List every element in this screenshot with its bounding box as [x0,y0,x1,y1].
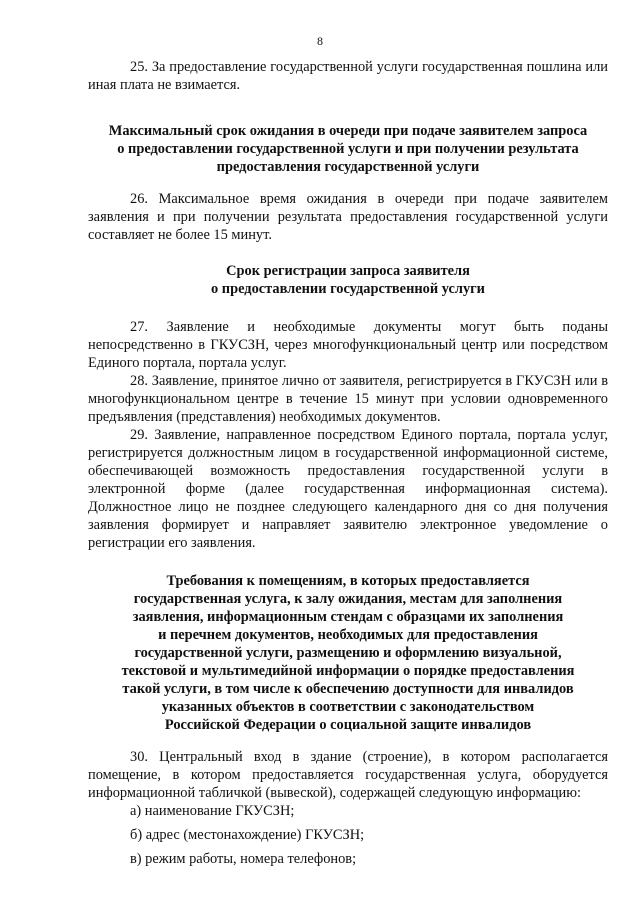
list-item: а) наименование ГКУСЗН; [130,803,295,819]
heading-line: и перечнем документов, необходимых для предоставления [158,627,538,643]
paragraph-28: 28. Заявление, принятое лично от заявителя, регистрируется в ГКУСЗН или в многофункциональном центре в течение 15 минут при условии одновременного предъявления (представления) необходимых документов. [88,373,608,425]
paragraph-30: 30. Центральный вход в здание (строение), в котором располагается помещение, в котором предоставляется государственная услуга, оборудуется информационной табличкой (вывеской), содержащей следующую информацию: [88,749,608,801]
heading-max-wait-time [88,122,608,176]
page-number: 8 [317,34,323,48]
heading-line: Требования к помещениям, в которых предоставляется [166,573,530,589]
paragraph-29: 29. Заявление, направленное посредством Единого портала, портала услуг, регистрируется должностным лицом в государственной информационной системе, обеспечивающей возможность предоставления государственной услуги в электронной форме (далее государственная информационная система). Должностное лицо не позднее следующего календарного дня со дня получения заявления формирует и направляет заявителю электронное уведомление о регистрации его заявления. [88,427,608,551]
heading-line: государственной услуги, размещению и оформлению визуальной, [134,645,562,661]
heading-line: указанных объектов в соответствии с законодательством [161,699,535,715]
heading-line: текстовой и мультимедийной информации о порядке предоставления [121,663,575,679]
list-item: б) адрес (местонахождение) ГКУСЗН; [130,827,365,843]
heading-line: такой услуги, в том числе к обеспечению доступности для инвалидов [122,681,574,697]
paragraph-26: 26. Максимальное время ожидания в очереди при подаче заявителем заявления и при получении результата предоставления государственной услуги составляет не более 15 минут. [88,191,608,243]
heading-line: заявления, информационным стендам с образцами их заполнения [132,609,564,625]
list-30 [130,802,600,868]
heading-line: предоставления государственной услуги [216,159,480,175]
heading-line: о предоставлении государственной услуги [211,281,485,297]
heading-line: Максимальный срок ожидания в очереди при подаче заявителем запроса [108,123,588,139]
paragraph-27: 27. Заявление и необходимые документы могут быть поданы непосредственно в ГКУСЗН, через многофункциональный центр или посредством Единого портала, портала услуг. [88,319,608,371]
heading-premises-requirements [88,572,608,734]
heading-registration-term [88,262,608,298]
paragraph-25: 25. За предоставление государственной услуги государственная пошлина или иная плата не взимается. [88,59,608,93]
heading-line: государственная услуга, к залу ожидания, местам для заполнения [133,591,563,607]
heading-line: Срок регистрации запроса заявителя [226,263,470,279]
list-item: в) режим работы, номера телефонов; [130,851,357,867]
heading-line: о предоставлении государственной услуги и при получении результата [117,141,579,157]
heading-line: Российской Федерации о социальной защите инвалидов [164,717,532,733]
